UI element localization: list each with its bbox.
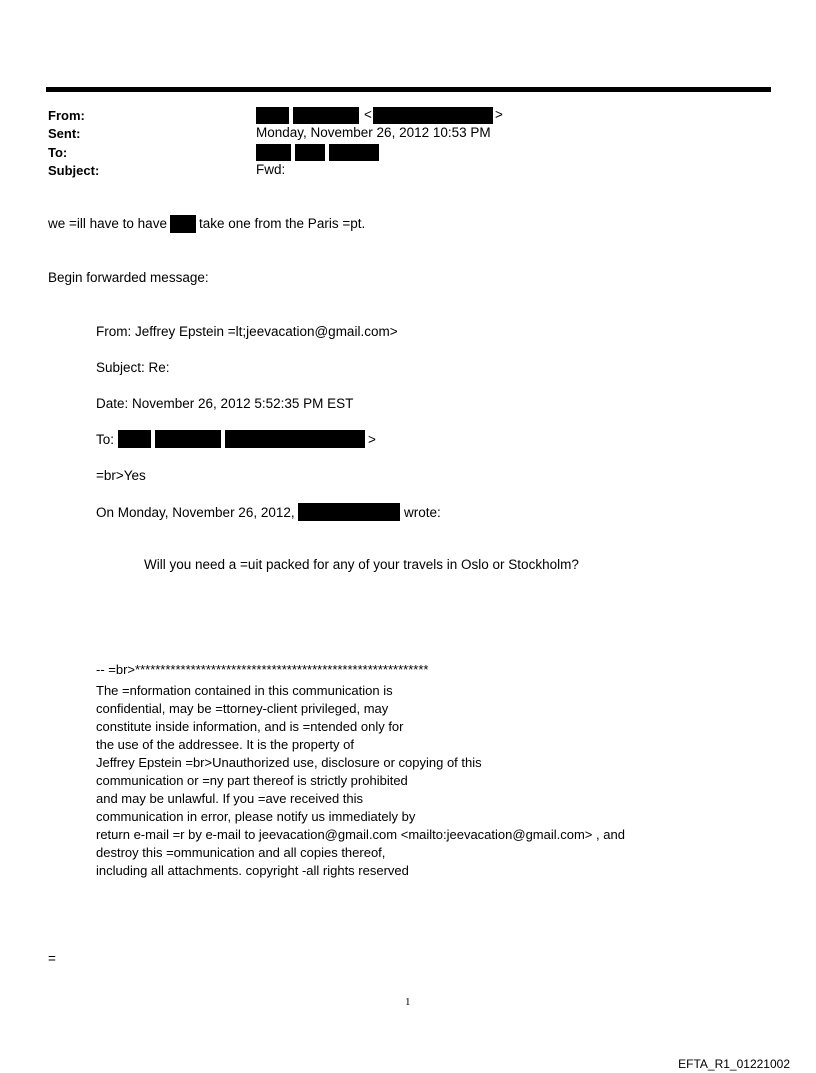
fwd-to-gt: > <box>368 432 376 447</box>
redaction-to-3 <box>329 144 379 161</box>
quote-intro-part2: wrote: <box>404 505 441 520</box>
fwd-reply: =br>Yes <box>96 468 146 483</box>
disclaimer-line: communication or =ny part thereof is strictly prohibited <box>96 773 408 788</box>
redaction-fwd-to-3 <box>225 430 365 448</box>
redaction-to-2 <box>295 144 325 161</box>
redaction-fwd-to-1 <box>118 430 151 448</box>
to-label: To: <box>48 145 68 160</box>
disclaimer-line: return e-mail =r by e-mail to jeevacation@gmail.com <mailto:jeevacation@gmail.com> , and <box>96 827 625 842</box>
quote-intro-part1: On Monday, November 26, 2012, <box>96 505 295 520</box>
redaction-fwd-to-2 <box>155 430 221 448</box>
begin-forwarded: Begin forwarded message: <box>48 270 209 285</box>
disclaimer-line: the use of the addressee. It is the property of <box>96 737 354 752</box>
sent-label: Sent: <box>48 126 81 141</box>
quoted-text: Will you need a =uit packed for any of your travels in Oslo or Stockholm? <box>144 557 579 572</box>
redaction-from-name-2 <box>293 107 359 124</box>
fwd-to-label: To: <box>96 432 115 447</box>
disclaimer-stars: -- =br>********************************************************** <box>96 662 429 677</box>
fwd-from-line: From: Jeffrey Epstein =lt;jeevacation@gmail.com> <box>96 324 398 339</box>
subject-label: Subject: <box>48 163 100 178</box>
from-lt: < <box>364 107 372 122</box>
page-number: 1 <box>405 996 411 1008</box>
disclaimer-line: communication in error, please notify us immediately by <box>96 809 416 824</box>
sent-value: Monday, November 26, 2012 10:53 PM <box>256 125 491 140</box>
message-line-part1: we =ill have to have <box>48 216 167 231</box>
from-gt: > <box>495 107 503 122</box>
disclaimer-line: constitute inside information, and is =ntended only for <box>96 719 404 734</box>
redaction-from-name-1 <box>256 107 289 124</box>
header-rule <box>46 87 771 92</box>
redaction-message-name <box>170 215 196 233</box>
bates-number: EFTA_R1_01221002 <box>678 1057 790 1071</box>
redaction-to-1 <box>256 144 291 161</box>
from-label: From: <box>48 108 85 123</box>
redaction-quote-author <box>298 503 400 521</box>
disclaimer-line: including all attachments. copyright -all rights reserved <box>96 863 409 878</box>
subject-value: Fwd: <box>256 162 286 177</box>
disclaimer-line: and may be unlawful. If you =ave received this <box>96 791 364 806</box>
fwd-date-line: Date: November 26, 2012 5:52:35 PM EST <box>96 396 354 411</box>
disclaimer-line: The =nformation contained in this communication is <box>96 683 393 698</box>
message-line-part2: take one from the Paris =pt. <box>199 216 366 231</box>
disclaimer-line: destroy this =ommunication and all copies thereof, <box>96 845 386 860</box>
disclaimer-line: Jeffrey Epstein =br>Unauthorized use, disclosure or copying of this <box>96 755 482 770</box>
redaction-from-email <box>373 107 493 124</box>
fwd-subject-line: Subject: Re: <box>96 360 170 375</box>
trailing-equals: = <box>48 951 56 966</box>
disclaimer-line: confidential, may be =ttorney-client privileged, may <box>96 701 389 716</box>
disclaimer-block <box>96 682 625 880</box>
